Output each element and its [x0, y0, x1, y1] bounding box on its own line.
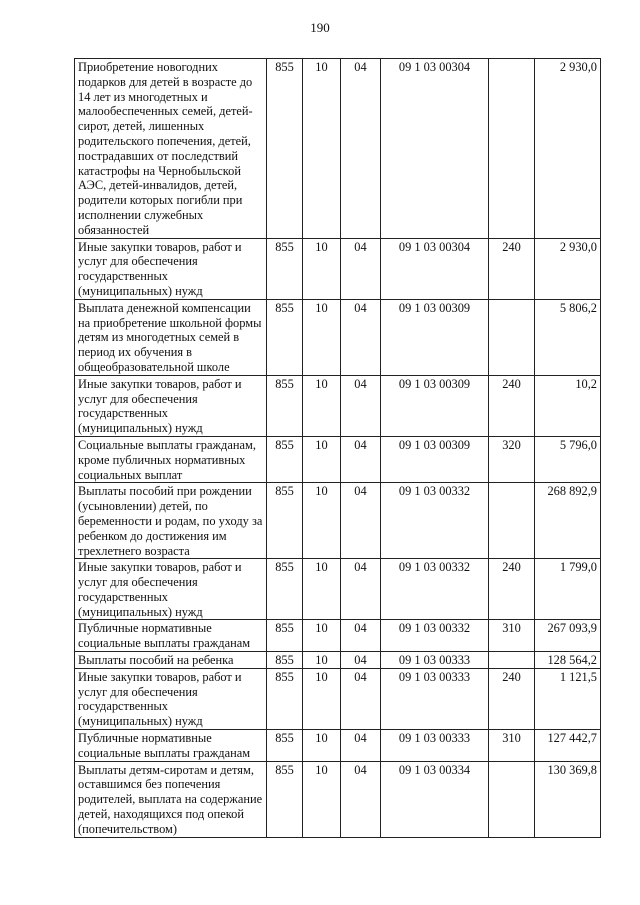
amount: 1 799,0 [535, 559, 601, 620]
ministry-code: 855 [267, 668, 303, 729]
table-row [75, 559, 601, 620]
expense-type-code: 240 [489, 238, 535, 299]
row-name: Приобретение новогодних подарков для детей в возрасте до 14 лет из многодетных и малообеспеченных семей, детей-сирот, детей, лишенных родительского попечения, детей, пострадавших от последствий катастрофы на Чернобыльской АЭС, детей-инвалидов, детей, родители которых погибли при исполнении служебных обязанностей [75, 59, 267, 239]
row-name: Выплаты детям-сиротам и детям, оставшимся без попечения родителей, выплата на содержание детей, находящихся под опекой (попечительством) [75, 761, 267, 837]
row-name: Выплаты пособий на ребенка [75, 652, 267, 669]
subsection-code: 04 [341, 375, 381, 436]
ministry-code: 855 [267, 238, 303, 299]
amount: 2 930,0 [535, 238, 601, 299]
expense-type-code: 240 [489, 668, 535, 729]
target-article-code: 09 1 03 00333 [381, 730, 489, 762]
amount: 127 442,7 [535, 730, 601, 762]
table-row [75, 59, 601, 239]
target-article-code: 09 1 03 00309 [381, 299, 489, 375]
section-code: 10 [303, 730, 341, 762]
subsection-code: 04 [341, 761, 381, 837]
target-article-code: 09 1 03 00333 [381, 668, 489, 729]
subsection-code: 04 [341, 483, 381, 559]
expense-type-code [489, 652, 535, 669]
row-name: Публичные нормативные социальные выплаты гражданам [75, 620, 267, 652]
table-row [75, 620, 601, 652]
expense-type-code: 320 [489, 436, 535, 482]
table-row [75, 652, 601, 669]
row-name: Иные закупки товаров, работ и услуг для обеспечения государственных (муниципальных) нужд [75, 559, 267, 620]
target-article-code: 09 1 03 00334 [381, 761, 489, 837]
expense-type-code [489, 483, 535, 559]
ministry-code: 855 [267, 299, 303, 375]
budget-table [74, 58, 601, 838]
section-code: 10 [303, 761, 341, 837]
target-article-code: 09 1 03 00332 [381, 559, 489, 620]
section-code: 10 [303, 620, 341, 652]
ministry-code: 855 [267, 652, 303, 669]
expense-type-code [489, 299, 535, 375]
amount: 130 369,8 [535, 761, 601, 837]
subsection-code: 04 [341, 730, 381, 762]
section-code: 10 [303, 375, 341, 436]
ministry-code: 855 [267, 730, 303, 762]
amount: 1 121,5 [535, 668, 601, 729]
target-article-code: 09 1 03 00304 [381, 59, 489, 239]
row-name: Выплаты пособий при рождении (усыновлении) детей, по беременности и родам, по уходу за ребенком до достижения им трехлетнего возраста [75, 483, 267, 559]
table-row [75, 299, 601, 375]
target-article-code: 09 1 03 00332 [381, 483, 489, 559]
ministry-code: 855 [267, 620, 303, 652]
section-code: 10 [303, 299, 341, 375]
ministry-code: 855 [267, 761, 303, 837]
row-name: Иные закупки товаров, работ и услуг для обеспечения государственных (муниципальных) нужд [75, 238, 267, 299]
section-code: 10 [303, 238, 341, 299]
section-code: 10 [303, 59, 341, 239]
ministry-code: 855 [267, 559, 303, 620]
subsection-code: 04 [341, 620, 381, 652]
amount: 267 093,9 [535, 620, 601, 652]
row-name: Иные закупки товаров, работ и услуг для обеспечения государственных (муниципальных) нужд [75, 375, 267, 436]
amount: 5 796,0 [535, 436, 601, 482]
table-row [75, 761, 601, 837]
ministry-code: 855 [267, 375, 303, 436]
amount: 10,2 [535, 375, 601, 436]
expense-type-code: 310 [489, 730, 535, 762]
expense-type-code: 310 [489, 620, 535, 652]
subsection-code: 04 [341, 59, 381, 239]
target-article-code: 09 1 03 00309 [381, 375, 489, 436]
ministry-code: 855 [267, 59, 303, 239]
section-code: 10 [303, 436, 341, 482]
section-code: 10 [303, 559, 341, 620]
table-row [75, 375, 601, 436]
table-row [75, 668, 601, 729]
table-row [75, 436, 601, 482]
expense-type-code: 240 [489, 375, 535, 436]
subsection-code: 04 [341, 668, 381, 729]
table-row [75, 238, 601, 299]
ministry-code: 855 [267, 483, 303, 559]
table-row [75, 730, 601, 762]
amount: 2 930,0 [535, 59, 601, 239]
expense-type-code [489, 761, 535, 837]
row-name: Иные закупки товаров, работ и услуг для обеспечения государственных (муниципальных) нужд [75, 668, 267, 729]
expense-type-code [489, 59, 535, 239]
subsection-code: 04 [341, 299, 381, 375]
subsection-code: 04 [341, 238, 381, 299]
subsection-code: 04 [341, 436, 381, 482]
row-name: Социальные выплаты гражданам, кроме публичных нормативных социальных выплат [75, 436, 267, 482]
target-article-code: 09 1 03 00304 [381, 238, 489, 299]
amount: 268 892,9 [535, 483, 601, 559]
table-row [75, 483, 601, 559]
amount: 5 806,2 [535, 299, 601, 375]
target-article-code: 09 1 03 00309 [381, 436, 489, 482]
row-name: Публичные нормативные социальные выплаты гражданам [75, 730, 267, 762]
section-code: 10 [303, 652, 341, 669]
section-code: 10 [303, 483, 341, 559]
amount: 128 564,2 [535, 652, 601, 669]
page-number: 190 [310, 20, 330, 35]
subsection-code: 04 [341, 559, 381, 620]
target-article-code: 09 1 03 00333 [381, 652, 489, 669]
section-code: 10 [303, 668, 341, 729]
row-name: Выплата денежной компенсации на приобретение школьной формы детям из многодетных семей в период их обучения в общеобразовательной школе [75, 299, 267, 375]
subsection-code: 04 [341, 652, 381, 669]
ministry-code: 855 [267, 436, 303, 482]
expense-type-code: 240 [489, 559, 535, 620]
target-article-code: 09 1 03 00332 [381, 620, 489, 652]
